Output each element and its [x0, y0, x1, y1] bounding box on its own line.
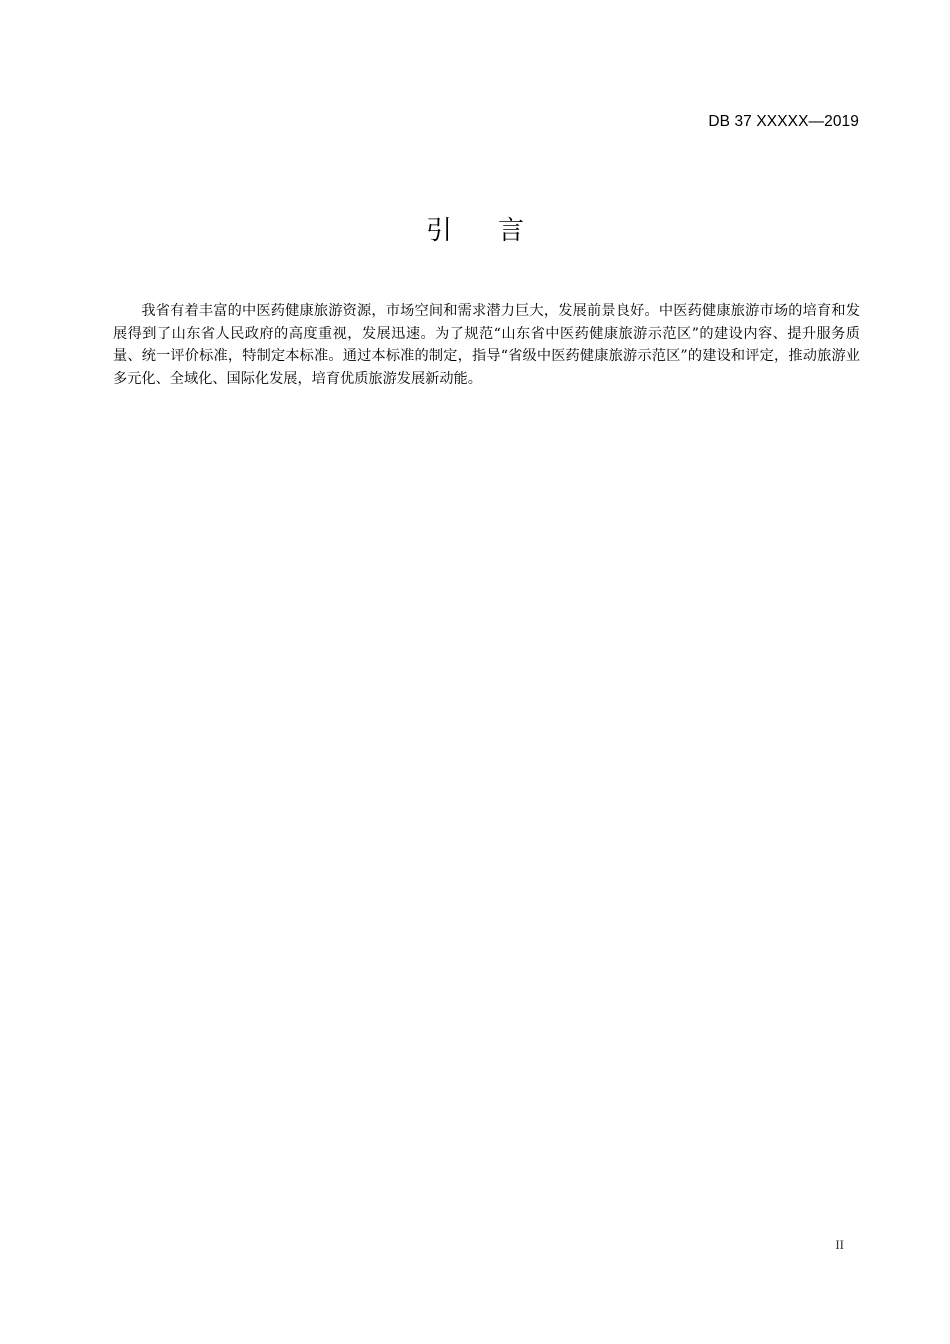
- document-number: DB 37 XXXXX—2019: [708, 113, 859, 130]
- page-number: II: [835, 1237, 844, 1252]
- section-title: 引言: [425, 216, 570, 246]
- introduction-paragraph: 我省有着丰富的中医药健康旅游资源，市场空间和需求潜力巨大，发展前景良好。中医药健康旅游市场的培育和发展得到了山东省人民政府的高度重视，发展迅速。为了规范“山东省中医药健康旅游示范区”的建设内容、提升服务质量、统一评价标准，特制定本标准。通过本标准的制定，指导“省级中医药健康旅游示范区”的建设和评定，推动旅游业多元化、全域化、国际化发展，培育优质旅游发展新动能。: [113, 303, 860, 387]
